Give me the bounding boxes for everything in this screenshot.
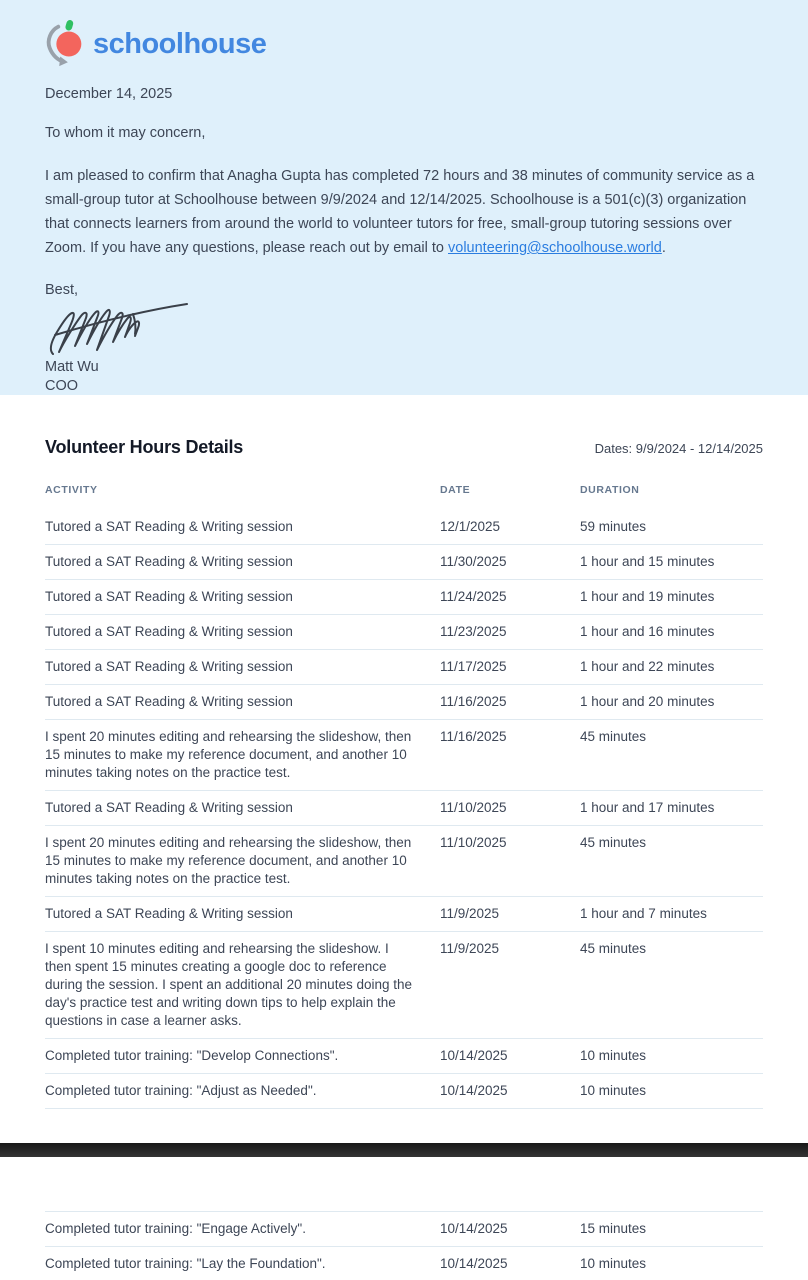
table-row <box>45 720 763 791</box>
table-row <box>45 1039 763 1074</box>
duration-cell: 45 minutes <box>580 835 647 850</box>
signer-title: COO <box>45 378 79 394</box>
letter-section <box>0 0 808 395</box>
activity-cell: I spent 20 minutes editing and rehearsing the slideshow, then 15 minutes to make my reference document, and another 10 minutes taking notes on the practice test. <box>45 729 412 780</box>
activity-cell: Tutored a SAT Reading & Writing session <box>45 659 293 674</box>
duration-cell: 1 hour and 7 minutes <box>580 906 707 921</box>
date-cell: 11/23/2025 <box>440 624 507 639</box>
signer-name: Matt Wu <box>45 359 99 375</box>
table-row <box>45 826 763 897</box>
date-cell: 12/1/2025 <box>440 519 501 534</box>
schoolhouse-apple-icon <box>45 19 85 69</box>
activity-cell: Completed tutor training: "Develop Connections". <box>45 1048 339 1063</box>
date-cell: 10/14/2025 <box>440 1083 508 1098</box>
hours-table-continued <box>45 1211 763 1280</box>
table-row <box>45 685 763 720</box>
hours-table-body <box>45 510 763 1109</box>
duration-cell: 45 minutes <box>580 729 647 744</box>
activity-cell: Tutored a SAT Reading & Writing session <box>45 519 293 534</box>
activity-cell: Completed tutor training: "Lay the Foundation". <box>45 1256 326 1271</box>
table-row <box>45 545 763 580</box>
duration-cell: 10 minutes <box>580 1256 647 1271</box>
date-cell: 11/9/2025 <box>440 941 500 956</box>
table-row <box>45 615 763 650</box>
duration-cell: 1 hour and 17 minutes <box>580 800 715 815</box>
duration-cell: 1 hour and 19 minutes <box>580 589 715 604</box>
letter-body <box>45 164 767 260</box>
signature-image <box>45 300 763 358</box>
details-title: Volunteer Hours Details <box>45 437 244 457</box>
activity-cell: Tutored a SAT Reading & Writing session <box>45 624 293 639</box>
volunteer-hours-section <box>0 395 808 1109</box>
date-cell: 11/10/2025 <box>440 835 507 850</box>
details-header <box>45 437 763 458</box>
column-header-activity: ACTIVITY <box>45 484 98 496</box>
duration-cell: 45 minutes <box>580 941 647 956</box>
letter-body-period: . <box>661 240 666 256</box>
hours-table <box>45 484 763 1109</box>
date-cell: 11/9/2025 <box>440 906 500 921</box>
activity-cell: I spent 20 minutes editing and rehearsing the slideshow, then 15 minutes to make my reference document, and another 10 minutes taking notes on the practice test. <box>45 835 412 886</box>
date-cell: 10/14/2025 <box>440 1221 508 1236</box>
brand-name: schoolhouse <box>93 27 267 60</box>
duration-cell: 10 minutes <box>580 1048 647 1063</box>
duration-cell: 1 hour and 15 minutes <box>580 554 715 569</box>
activity-cell: Tutored a SAT Reading & Writing session <box>45 800 293 815</box>
duration-cell: 59 minutes <box>580 519 647 534</box>
column-header-date: DATE <box>440 484 471 496</box>
letter-date: December 14, 2025 <box>45 86 173 102</box>
activity-cell: Tutored a SAT Reading & Writing session <box>45 589 293 604</box>
date-cell: 11/24/2025 <box>440 589 507 604</box>
table-row <box>45 1074 763 1109</box>
table-row <box>45 932 763 1039</box>
date-cell: 11/17/2025 <box>440 659 507 674</box>
letter-closing: Best, <box>45 282 79 298</box>
table-row <box>45 1211 763 1247</box>
duration-cell: 1 hour and 16 minutes <box>580 624 715 639</box>
activity-cell: Tutored a SAT Reading & Writing session <box>45 554 293 569</box>
date-cell: 10/14/2025 <box>440 1256 508 1271</box>
table-row <box>45 650 763 685</box>
activity-cell: Completed tutor training: "Engage Actively". <box>45 1221 306 1236</box>
table-row <box>45 1247 763 1280</box>
table-row <box>45 791 763 826</box>
brand-logo <box>45 20 763 68</box>
details-date-range: Dates: 9/9/2024 - 12/14/2025 <box>594 441 763 456</box>
date-cell: 11/30/2025 <box>440 554 507 569</box>
volunteer-hours-section-continued <box>0 1211 808 1280</box>
table-row <box>45 580 763 615</box>
date-cell: 11/10/2025 <box>440 800 507 815</box>
duration-cell: 15 minutes <box>580 1221 647 1236</box>
letter-body-text: I am pleased to confirm that Anagha Gupta has completed 72 hours and 38 minutes of community service as a small-group tutor at Schoolhouse between 9/9/2024 and 12/14/2025. Schoolhouse is a 501(c)(3) organization that connects learners from around the world to volunteer tutors for free, small-group tutoring sessions over Zoom. If you have any questions, please reach out by email to <box>45 168 755 256</box>
activity-cell: Completed tutor training: "Adjust as Needed". <box>45 1083 317 1098</box>
duration-cell: 1 hour and 22 minutes <box>580 659 715 674</box>
column-header-duration: DURATION <box>580 484 640 496</box>
activity-cell: Tutored a SAT Reading & Writing session <box>45 906 293 921</box>
date-cell: 10/14/2025 <box>440 1048 508 1063</box>
page-break-bar <box>0 1143 808 1157</box>
date-cell: 11/16/2025 <box>440 694 507 709</box>
hours-table-header <box>45 484 763 510</box>
duration-cell: 10 minutes <box>580 1083 647 1098</box>
volunteering-email-link[interactable]: volunteering@schoolhouse.world <box>448 240 662 256</box>
date-cell: 11/16/2025 <box>440 729 507 744</box>
activity-cell: Tutored a SAT Reading & Writing session <box>45 694 293 709</box>
duration-cell: 1 hour and 20 minutes <box>580 694 715 709</box>
table-row <box>45 897 763 932</box>
activity-cell: I spent 10 minutes editing and rehearsing the slideshow. I then spent 15 minutes creating a google doc to reference during the session. I spent an additional 20 minutes doing the day's practice test and writing down tips to help explain the questions in case a learner asks. <box>45 941 412 1028</box>
table-row <box>45 510 763 545</box>
letter-salutation: To whom it may concern, <box>45 125 206 141</box>
